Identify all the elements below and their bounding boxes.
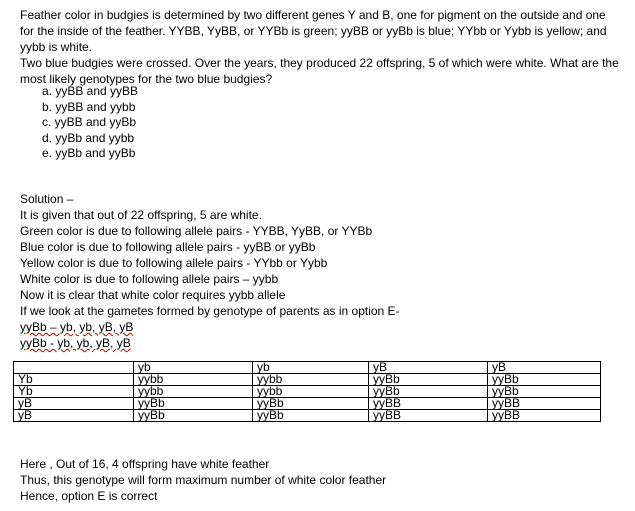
conclusion-line: Hence, option E is correct bbox=[20, 489, 158, 503]
option-b: b. yyBB and yybb bbox=[42, 99, 136, 114]
table-cell: yyBb bbox=[488, 374, 601, 386]
answer-options bbox=[20, 84, 138, 162]
row-header-cell: Yb bbox=[14, 386, 134, 398]
table-cell: yyBb bbox=[488, 386, 601, 398]
option-c: c. yyBB and yyBb bbox=[42, 115, 137, 129]
solution-line: It is given that out of 22 offspring, 5 are white. bbox=[20, 208, 262, 222]
option-d: d. yyBb and yybb bbox=[42, 130, 135, 145]
header-cell: yb bbox=[134, 362, 253, 374]
table-cell: yybb bbox=[134, 386, 253, 398]
solution-heading: Solution – bbox=[20, 192, 74, 206]
table-cell: yyBb bbox=[369, 374, 488, 386]
option-e: e. yyBb and yyBb bbox=[42, 146, 136, 160]
header-cell: yB bbox=[369, 362, 488, 374]
table-row bbox=[14, 410, 601, 422]
table-cell: yybb bbox=[253, 386, 369, 398]
gamete-line: yyBb – yb, yb, yB, yB bbox=[20, 320, 134, 334]
solution-line: Green color is due to following allele pairs - YYBB, YyBB, or YYBb bbox=[20, 224, 373, 238]
table-cell: yyBb bbox=[253, 410, 369, 422]
row-header-cell: yB bbox=[14, 398, 134, 410]
table-cell: yyBb bbox=[134, 410, 253, 422]
table-cell: yyBb bbox=[253, 398, 369, 410]
table-cell: yyBb bbox=[134, 398, 253, 410]
table-cell: yyBb bbox=[369, 386, 488, 398]
table-cell: yyBB bbox=[369, 410, 488, 422]
solution-line: Blue color is due to following allele pairs - yyBB or yyBb bbox=[20, 240, 316, 254]
solution-line: If we look at the gametes formed by genotype of parents as in option E- bbox=[20, 304, 400, 318]
gamete-line: yyBb - yb, yb, yB, yB bbox=[20, 336, 131, 350]
table-cell: yybb bbox=[253, 374, 369, 386]
solution-line: Now it is clear that white color requires yybb allele bbox=[20, 288, 286, 302]
header-cell: yB bbox=[488, 362, 601, 374]
question-paragraph-2: Two blue budgies were crossed. Over the years, they produced 22 offspring, 5 of which were white. What are the most likely genotypes for the two blue budgies? bbox=[20, 56, 619, 86]
table-cell: yyBB bbox=[488, 398, 601, 410]
solution-line: White color is due to following allele pairs – yybb bbox=[20, 272, 279, 286]
conclusion-block bbox=[20, 456, 386, 504]
solution-line: Yellow color is due to following allele pairs - YYbb or Yybb bbox=[20, 256, 328, 270]
conclusion-line: Thus, this genotype will form maximum number of white color feather bbox=[20, 473, 387, 487]
punnett-square bbox=[13, 361, 601, 422]
solution-block bbox=[20, 191, 400, 351]
question-paragraph-1: Feather color in budgies is determined by two different genes Y and B, one for pigment on the outside and one for the inside of the feather. YYBB, YyBB, or YYBb is green; yyBB or yyBb is blue; YYbb or Yybb is yellow; and yybb is white. bbox=[20, 8, 607, 54]
row-header-cell: Yb bbox=[14, 374, 134, 386]
header-cell: yb bbox=[253, 362, 369, 374]
table-cell: yybb bbox=[134, 374, 253, 386]
conclusion-line: Here , Out of 16, 4 offspring have white feather bbox=[20, 457, 270, 471]
row-header-cell: yB bbox=[14, 410, 134, 422]
table-cell: yyBB bbox=[488, 410, 601, 422]
table-cell: yyBB bbox=[369, 398, 488, 410]
option-a: a. yyBB and yyBB bbox=[42, 84, 139, 98]
